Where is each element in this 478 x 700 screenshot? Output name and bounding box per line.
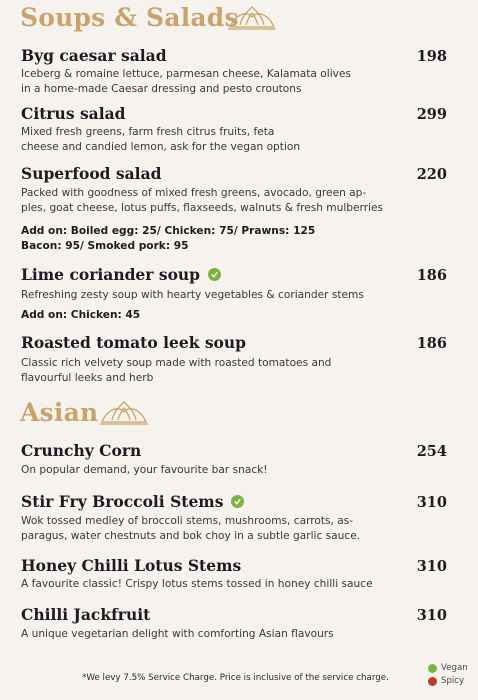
menu-item-name: Citrus salad bbox=[21, 104, 126, 123]
leaf-icon bbox=[428, 664, 437, 673]
menu-item-addon: Add on: Boiled egg: 25/ Chicken: 75/ Prawns: 125 Bacon: 95/ Smoked pork: 95 bbox=[21, 225, 316, 252]
service-charge-note: *We levy 7.5% Service Charge. Price is inclusive of the service charge. bbox=[82, 673, 389, 683]
menu-item-description: Iceberg & romaine lettuce, parmesan cheese, Kalamata olives in a home-made Caesar dressing and pesto croutons bbox=[21, 68, 351, 95]
chilli-icon bbox=[428, 677, 437, 686]
lotus-ornament-icon bbox=[226, 3, 278, 33]
legend-vegan: Vegan bbox=[428, 663, 468, 673]
menu-item-description: Refreshing zesty soup with hearty vegetables & coriander stems bbox=[21, 289, 364, 301]
menu-item-name: Crunchy Corn bbox=[21, 441, 142, 460]
menu-item-name: Chilli Jackfruit bbox=[21, 605, 151, 624]
menu-item-addon: Add on: Chicken: 45 bbox=[21, 309, 141, 321]
menu-item-name: Honey Chilli Lotus Stems bbox=[21, 556, 242, 575]
menu-item-description: On popular demand, your favourite bar snack! bbox=[21, 464, 268, 476]
menu-item-name: Stir Fry Broccoli Stems bbox=[21, 492, 244, 511]
menu-item-price: 186 bbox=[416, 267, 447, 284]
menu-item-price: 220 bbox=[416, 166, 447, 183]
menu-item-name: Byg caesar salad bbox=[21, 46, 167, 65]
menu-item-price: 310 bbox=[416, 494, 447, 511]
menu-item-description: Wok tossed medley of broccoli stems, mushrooms, carrots, as- paragus, water chestnuts and bok choy in a subtle garlic sauce. bbox=[21, 515, 361, 542]
legend-spicy: Spicy bbox=[428, 676, 464, 686]
menu-item-price: 254 bbox=[416, 443, 447, 460]
lotus-ornament-icon bbox=[98, 398, 150, 428]
menu-item-name: Lime coriander soup bbox=[21, 265, 221, 284]
menu-item-description: A favourite classic! Crispy lotus stems tossed in honey chilli sauce bbox=[21, 578, 373, 590]
leaf-icon bbox=[208, 268, 221, 281]
leaf-icon bbox=[231, 495, 244, 508]
menu-item-price: 299 bbox=[416, 106, 447, 123]
menu-item-description: A unique vegetarian delight with comforting Asian flavours bbox=[21, 628, 334, 640]
menu-item-price: 310 bbox=[416, 607, 447, 624]
menu-item-description: Classic rich velvety soup made with roasted tomatoes and flavourful leeks and herb bbox=[21, 357, 332, 384]
menu-item-description: Mixed fresh greens, farm fresh citrus fruits, feta cheese and candied lemon, ask for the vegan option bbox=[21, 126, 301, 153]
menu-item-price: 198 bbox=[416, 48, 447, 65]
menu-item-name: Roasted tomato leek soup bbox=[21, 333, 246, 352]
section-title-asian: Asian bbox=[20, 398, 99, 427]
menu-item-price: 310 bbox=[416, 558, 447, 575]
menu-item-name: Superfood salad bbox=[21, 164, 162, 183]
section-title-soups-salads: Soups & Salads bbox=[20, 3, 239, 32]
menu-item-description: Packed with goodness of mixed fresh greens, avocado, green ap- ples, goat cheese, lotus puffs, flaxseeds, walnuts & fresh mulberries bbox=[21, 187, 384, 214]
menu-item-price: 186 bbox=[416, 335, 447, 352]
